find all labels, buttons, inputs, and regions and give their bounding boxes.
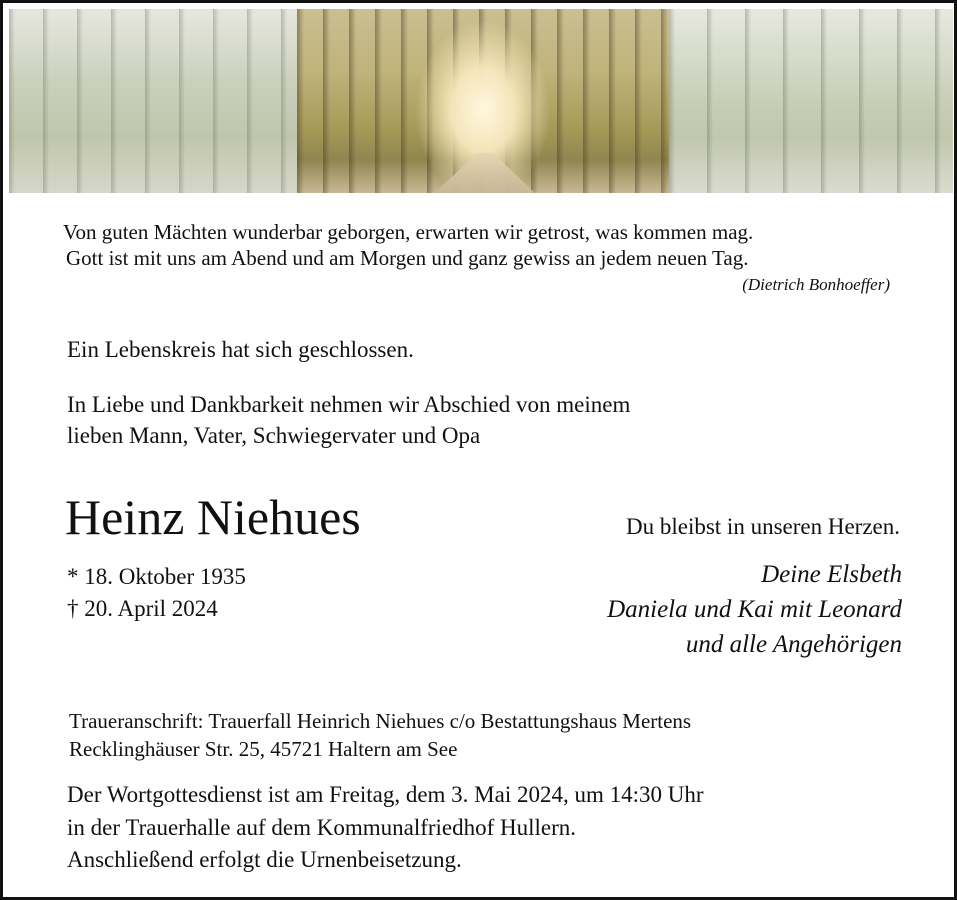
farewell-line-1: In Liebe und Dankbarkeit nehmen wir Abschied von meinem	[67, 392, 631, 417]
motto-text: Du bleibst in unseren Herzen.	[625, 514, 900, 539]
quote-author: (Dietrich Bonhoeffer)	[742, 275, 890, 294]
mourner-line-1: Deine Elsbeth	[761, 561, 902, 588]
forest-panel-left	[9, 9, 297, 193]
death-date: † 20. April 2024	[67, 596, 218, 621]
quote-line-2: Gott ist mit uns am Abend und am Morgen und ganz gewiss an jedem neuen Tag.	[66, 246, 749, 270]
service-line-2: in der Trauerhalle auf dem Kommunalfriedhof Hullern.	[67, 815, 577, 840]
mourner-line-3: und alle Angehörigen	[685, 631, 902, 658]
address-line-2: Recklinghäuser Str. 25, 45721 Haltern am See	[69, 737, 458, 761]
intro-text: Ein Lebenskreis hat sich geschlossen.	[67, 337, 414, 362]
address-line-1: Traueranschrift: Trauerfall Heinrich Niehues c/o Bestattungshaus Mertens	[69, 709, 692, 733]
farewell-line-2: lieben Mann, Vater, Schwiegervater und Opa	[67, 423, 481, 448]
service-line-3: Anschließend erfolgt die Urnenbeisetzung.	[67, 847, 462, 872]
birth-date: * 18. Oktober 1935	[67, 564, 246, 589]
forest-path-panel	[297, 9, 669, 193]
deceased-name: Heinz Niehues	[65, 489, 361, 545]
forest-banner-image	[9, 9, 953, 193]
mourner-line-2: Daniela und Kai mit Leonard	[607, 596, 902, 623]
service-line-1: Der Wortgottesdienst ist am Freitag, dem 3. Mai 2024, um 14:30 Uhr	[67, 782, 704, 807]
forest-panel-right	[669, 9, 953, 193]
quote-line-1: Von guten Mächten wunderbar geborgen, erwarten wir getrost, was kommen mag.	[63, 220, 754, 244]
forest-path	[435, 153, 535, 193]
